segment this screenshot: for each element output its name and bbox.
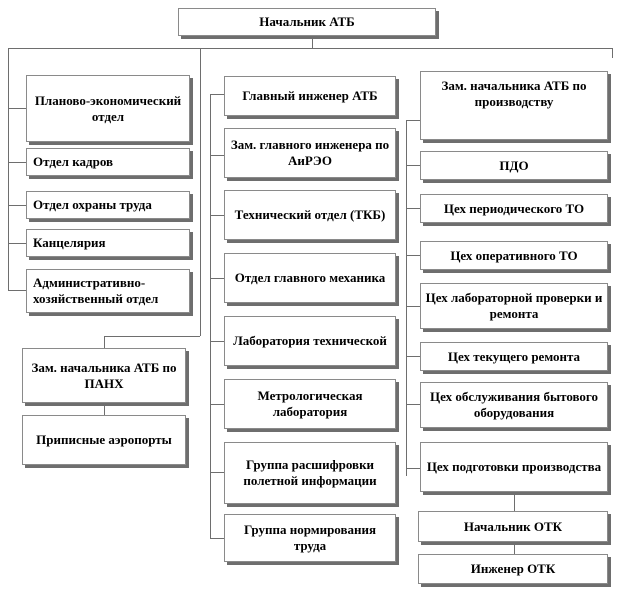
left-label-chancery: Канцелярия (33, 235, 106, 250)
mid-box-tech-lab (224, 316, 396, 366)
left-label-safety: Отдел охраны труда (33, 197, 152, 212)
mid-box-tech-dept (224, 190, 396, 240)
right-label-production-deputy: Зам. начальника АТБ по производству (441, 78, 587, 109)
connector-left-3 (8, 205, 26, 206)
connector-panh (104, 336, 200, 337)
right-label-household: Цех обслуживания бытового оборудования (429, 389, 599, 420)
connector-right-2 (406, 165, 420, 166)
airports-label: Приписные аэропорты (36, 432, 172, 447)
mid-label-deputy-aireo: Зам. главного инженера по АиРЭО (230, 137, 390, 168)
connector-right-6 (406, 356, 420, 357)
connector-mid-2 (210, 155, 224, 156)
right-label-prep: Цех подготовки производства (426, 459, 602, 474)
connector-right-7 (406, 404, 420, 405)
connector-right-4 (406, 255, 420, 256)
right-box-household (420, 382, 608, 428)
left-box-safety (26, 191, 190, 219)
connector-left-2 (8, 162, 26, 163)
left-box-chancery (26, 229, 190, 257)
connector-right-8 (406, 468, 420, 469)
connector-left-trunk (8, 48, 9, 290)
left-label-admin: Административно-хозяйственный отдел (33, 275, 159, 306)
left-box-admin (26, 269, 190, 313)
mid-label-mechanic: Отдел главного механика (234, 270, 386, 285)
right-box-periodic (420, 194, 608, 223)
connector-mid-3 (210, 215, 224, 216)
connector-mid-4 (210, 278, 224, 279)
airports-box (22, 415, 186, 465)
connector-top-bus (8, 48, 612, 49)
left-box-hr (26, 148, 190, 176)
connector-right-trunk (406, 120, 407, 476)
connector-mid-6 (210, 404, 224, 405)
right-box-current-repair (420, 342, 608, 371)
connector-panh-drop (200, 48, 201, 336)
otk-engineer-label: Инженер ОТК (470, 561, 556, 576)
connector-mid-7 (210, 472, 224, 473)
mid-box-metrology (224, 379, 396, 429)
panh-box (22, 348, 186, 403)
panh-label: Зам. начальника АТБ по ПАНХ (31, 359, 177, 391)
connector-head-down (312, 36, 313, 48)
right-box-pdo (420, 151, 608, 180)
right-box-production-deputy (420, 71, 608, 140)
mid-box-mechanic (224, 253, 396, 303)
right-label-current-repair: Цех текущего ремонта (447, 348, 581, 364)
connector-right-5 (406, 306, 420, 307)
mid-label-tech-lab: Лаборатория технической (233, 333, 387, 348)
right-box-lab-repair (420, 283, 608, 329)
connector-left-5 (8, 290, 26, 291)
connector-left-4 (8, 243, 26, 244)
right-label-lab-repair: Цех лабораторной проверки и ремонта (425, 290, 603, 321)
mid-label-rationing: Группа нормирования труда (243, 522, 377, 553)
connector-mid-5 (210, 341, 224, 342)
connector-right-1 (406, 120, 420, 121)
mid-box-flight-data (224, 442, 396, 504)
right-box-operative (420, 241, 608, 270)
mid-label-metrology: Метрологическая лаборатория (257, 388, 363, 419)
connector-right-3 (406, 208, 420, 209)
right-box-prep (420, 442, 608, 492)
left-label-planning: Планово-экономический отдел (34, 92, 182, 124)
mid-label-chief-engineer: Главный инженер АТБ (242, 88, 378, 103)
otk-head-box (418, 511, 608, 542)
connector-otk-engineer (514, 542, 515, 554)
mid-label-flight-data: Группа расшифровки полетной информации (243, 457, 377, 488)
mid-box-deputy-airео (224, 128, 396, 178)
right-label-operative: Цех оперативного ТО (450, 247, 578, 263)
connector-right-drop (612, 48, 613, 58)
connector-mid-top (210, 94, 224, 95)
otk-engineer-box (418, 554, 608, 584)
head-label: Начальник АТБ (259, 14, 355, 29)
head-box (178, 8, 436, 36)
right-label-periodic: Цех периодического ТО (443, 200, 585, 216)
left-label-hr: Отдел кадров (33, 154, 114, 169)
connector-mid-8 (210, 538, 224, 539)
right-label-pdo: ПДО (499, 157, 529, 173)
connector-airports (104, 403, 105, 415)
mid-box-chief-engineer (224, 76, 396, 116)
mid-box-rationing (224, 514, 396, 562)
connector-panh-short (104, 336, 105, 348)
left-box-planning (26, 75, 190, 142)
otk-head-label: Начальник ОТК (463, 518, 563, 534)
connector-otk (514, 492, 515, 511)
connector-left-1 (8, 108, 26, 109)
mid-label-tech-dept: Технический отдел (ТКБ) (234, 207, 386, 222)
